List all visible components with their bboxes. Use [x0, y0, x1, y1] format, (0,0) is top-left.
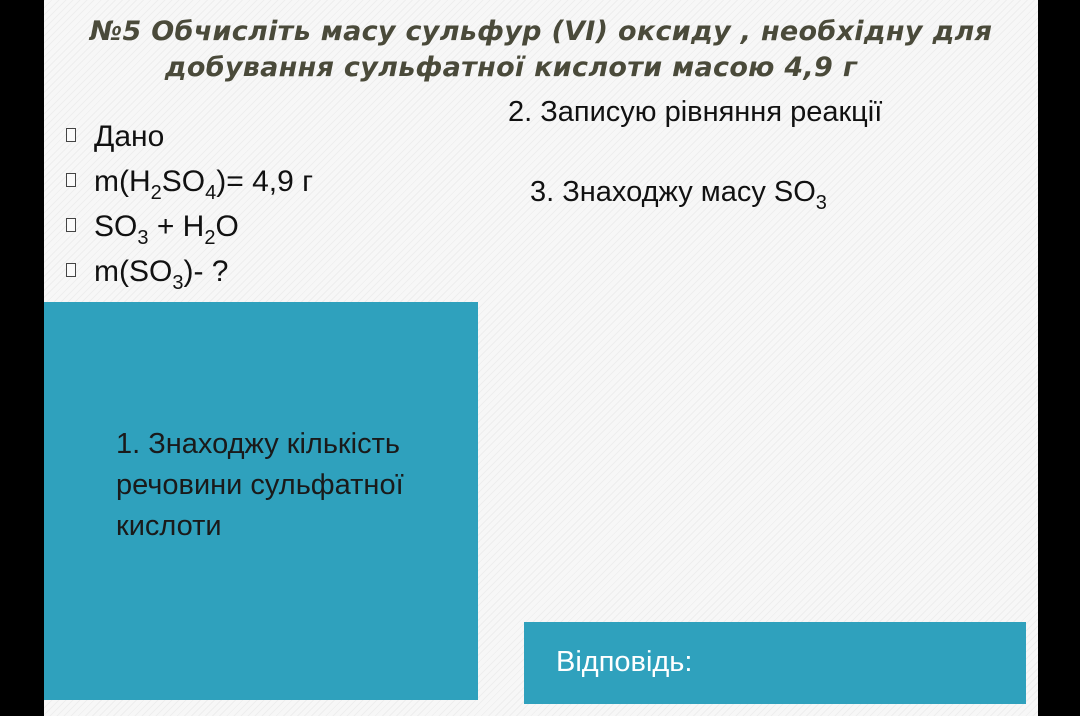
bullet-icon — [66, 263, 76, 277]
step-1-text: 1. Знаходжу кількість речовини сульфатної кислоти — [116, 428, 404, 542]
given-unknown: $m(SO_3)-$ ? — [94, 255, 229, 294]
slide-title — [44, 14, 1038, 86]
step-1-box — [44, 302, 478, 700]
answer-box — [524, 622, 1026, 704]
step-2-text: 2. Записую рівняння реакції — [508, 96, 883, 128]
answer-label: Відповідь: — [556, 646, 693, 678]
bullet-icon — [66, 128, 76, 142]
given-list — [66, 120, 313, 300]
bullet-icon — [66, 173, 76, 187]
given-heading-item — [66, 120, 313, 165]
given-reaction: $SO_3 + H_2O$ — [94, 210, 239, 249]
bullet-icon — [66, 218, 76, 232]
title-line-2: добування сульфатної кислоти масою 4,9 г — [164, 52, 858, 83]
given-reaction-item — [66, 210, 313, 255]
given-unknown-item — [66, 255, 313, 300]
title-line-1: №5 Обчисліть масу сульфур (VI) оксиду , необхідну для — [89, 16, 993, 47]
step-3-text: 3. Знаходжу масу $SO_3$ — [530, 176, 827, 214]
slide — [44, 0, 1038, 716]
given-mass-acid: $m(H_2SO_4)= 4,9$ г — [94, 165, 314, 204]
given-heading: Дано — [94, 120, 165, 153]
given-mass-acid-item — [66, 165, 313, 210]
